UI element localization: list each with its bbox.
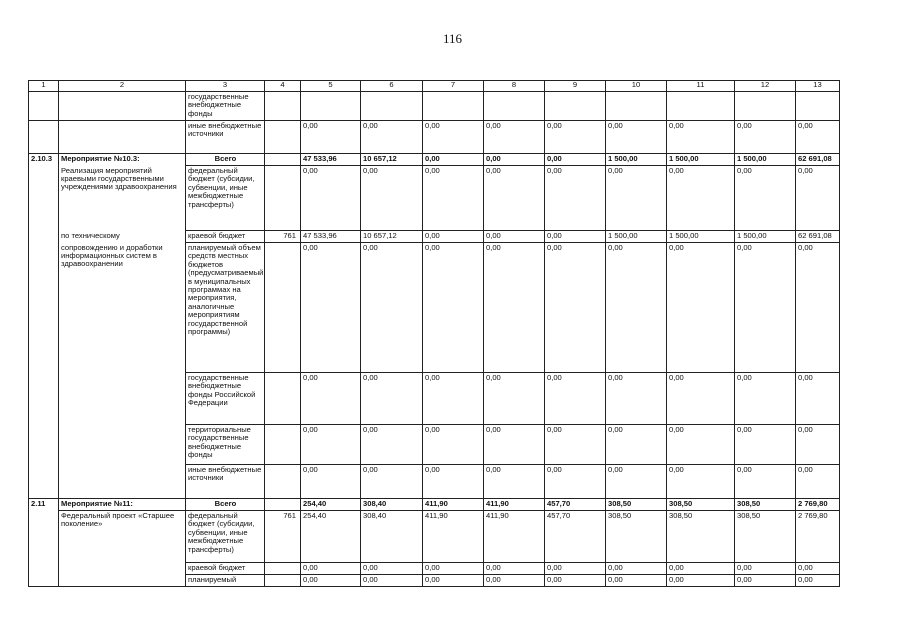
amount-cell: 0,00	[484, 373, 545, 425]
table-row	[29, 92, 840, 121]
measure-name-cell	[59, 575, 186, 587]
funding-source-cell: планируемый объем средств местных бюджетов (предусматриваемый в муниципальных программах на мероприятия, аналогичные мероприятиям государственной программы)	[186, 243, 265, 373]
amount-cell: 0,00	[423, 575, 484, 587]
amount-cell: 0,00	[423, 563, 484, 575]
amount-cell: 0,00	[484, 231, 545, 243]
amount-cell: 1 500,00	[735, 231, 796, 243]
amount-cell: 457,70	[545, 511, 606, 563]
amount-cell: 0,00	[735, 373, 796, 425]
amount-cell	[796, 92, 840, 121]
funding-source-cell: краевой бюджет	[186, 563, 265, 575]
amount-cell: 411,90	[484, 511, 545, 563]
table-row	[29, 154, 840, 166]
amount-cell	[423, 92, 484, 121]
column-header: 7	[423, 81, 484, 92]
admin-code-cell	[265, 154, 301, 166]
amount-cell: 0,00	[301, 425, 361, 465]
amount-cell: 0,00	[735, 121, 796, 154]
budget-table	[28, 80, 840, 587]
amount-cell: 0,00	[606, 563, 667, 575]
funding-source-cell: государственные внебюджетные фонды Российской Федерации	[186, 373, 265, 425]
amount-cell: 0,00	[484, 425, 545, 465]
amount-cell: 0,00	[484, 465, 545, 499]
column-header: 6	[361, 81, 423, 92]
amount-cell: 308,50	[606, 499, 667, 511]
amount-cell: 0,00	[667, 166, 735, 231]
amount-cell: 0,00	[545, 166, 606, 231]
amount-cell: 0,00	[301, 373, 361, 425]
funding-source-cell: федеральный бюджет (субсидии, субвенции, иные межбюджетные трансферты)	[186, 511, 265, 563]
row-code-cell	[29, 563, 59, 575]
table-row	[29, 231, 840, 243]
column-header: 1	[29, 81, 59, 92]
measure-name-cell: Мероприятие №11:	[59, 499, 186, 511]
table-body	[29, 81, 840, 587]
amount-cell: 308,50	[735, 499, 796, 511]
amount-cell: 0,00	[361, 243, 423, 373]
amount-cell: 0,00	[796, 243, 840, 373]
row-code-cell	[29, 373, 59, 425]
amount-cell	[545, 92, 606, 121]
amount-cell: 47 533,96	[301, 231, 361, 243]
amount-cell: 0,00	[545, 373, 606, 425]
table-row	[29, 499, 840, 511]
amount-cell: 0,00	[667, 243, 735, 373]
amount-cell: 0,00	[361, 465, 423, 499]
amount-cell: 2 769,80	[796, 499, 840, 511]
amount-cell: 0,00	[735, 166, 796, 231]
table-row	[29, 425, 840, 465]
column-header: 9	[545, 81, 606, 92]
table-row	[29, 511, 840, 563]
table-row	[29, 373, 840, 425]
amount-cell: 0,00	[796, 465, 840, 499]
amount-cell: 47 533,96	[301, 154, 361, 166]
funding-source-cell: территориальные государственные внебюджетные фонды	[186, 425, 265, 465]
amount-cell	[361, 92, 423, 121]
column-header: 2	[59, 81, 186, 92]
amount-cell: 0,00	[606, 465, 667, 499]
amount-cell: 0,00	[545, 563, 606, 575]
amount-cell: 0,00	[667, 425, 735, 465]
row-code-cell	[29, 575, 59, 587]
amount-cell: 0,00	[484, 563, 545, 575]
amount-cell: 0,00	[301, 121, 361, 154]
measure-name-cell: по техническому	[59, 231, 186, 243]
amount-cell: 0,00	[484, 243, 545, 373]
measure-name-cell	[59, 563, 186, 575]
admin-code-cell	[265, 166, 301, 231]
admin-code-cell	[265, 121, 301, 154]
amount-cell: 0,00	[301, 465, 361, 499]
amount-cell: 411,90	[484, 499, 545, 511]
amount-cell: 10 657,12	[361, 154, 423, 166]
amount-cell: 0,00	[301, 563, 361, 575]
amount-cell: 0,00	[796, 166, 840, 231]
amount-cell: 0,00	[545, 575, 606, 587]
column-header: 4	[265, 81, 301, 92]
amount-cell: 0,00	[484, 121, 545, 154]
amount-cell: 1 500,00	[606, 231, 667, 243]
funding-source-cell: Всего	[186, 154, 265, 166]
amount-cell	[606, 92, 667, 121]
funding-source-cell: планируемый	[186, 575, 265, 587]
amount-cell: 0,00	[423, 425, 484, 465]
admin-code-cell	[265, 373, 301, 425]
amount-cell	[484, 92, 545, 121]
measure-name-cell	[59, 425, 186, 465]
amount-cell: 62 691,08	[796, 154, 840, 166]
amount-cell: 0,00	[735, 465, 796, 499]
amount-cell: 0,00	[606, 425, 667, 465]
amount-cell: 0,00	[361, 121, 423, 154]
row-code-cell	[29, 511, 59, 563]
measure-name-cell: Мероприятие №10.3:	[59, 154, 186, 166]
column-header: 3	[186, 81, 265, 92]
measure-name-cell	[59, 121, 186, 154]
admin-code-cell	[265, 575, 301, 587]
table-row	[29, 243, 840, 373]
amount-cell: 62 691,08	[796, 231, 840, 243]
amount-cell: 0,00	[667, 465, 735, 499]
measure-name-cell: Реализация мероприятий краевыми государственными учреждениями здравоохранения	[59, 166, 186, 231]
admin-code-cell	[265, 465, 301, 499]
row-code-cell	[29, 231, 59, 243]
amount-cell: 0,00	[667, 373, 735, 425]
amount-cell: 0,00	[606, 121, 667, 154]
funding-source-cell: Всего	[186, 499, 265, 511]
amount-cell: 0,00	[361, 563, 423, 575]
row-code-cell: 2.10.3	[29, 154, 59, 166]
amount-cell: 0,00	[796, 425, 840, 465]
amount-cell: 2 769,80	[796, 511, 840, 563]
amount-cell: 1 500,00	[735, 154, 796, 166]
amount-cell: 0,00	[606, 575, 667, 587]
amount-cell: 411,90	[423, 511, 484, 563]
table-row	[29, 575, 840, 587]
measure-name-cell	[59, 465, 186, 499]
row-code-cell	[29, 465, 59, 499]
row-code-cell: 2.11	[29, 499, 59, 511]
amount-cell: 308,40	[361, 499, 423, 511]
amount-cell: 0,00	[667, 575, 735, 587]
amount-cell: 411,90	[423, 499, 484, 511]
amount-cell: 0,00	[606, 373, 667, 425]
amount-cell: 308,50	[667, 511, 735, 563]
amount-cell: 0,00	[423, 166, 484, 231]
amount-cell: 0,00	[545, 121, 606, 154]
measure-name-cell	[59, 373, 186, 425]
row-code-cell	[29, 425, 59, 465]
amount-cell: 254,40	[301, 511, 361, 563]
amount-cell: 0,00	[735, 243, 796, 373]
column-header: 10	[606, 81, 667, 92]
amount-cell: 0,00	[301, 166, 361, 231]
funding-source-cell: краевой бюджет	[186, 231, 265, 243]
table-row	[29, 563, 840, 575]
row-code-cell	[29, 92, 59, 121]
page-number: 116	[442, 31, 463, 46]
admin-code-cell: 761	[265, 231, 301, 243]
amount-cell: 0,00	[735, 575, 796, 587]
admin-code-cell	[265, 243, 301, 373]
amount-cell: 0,00	[735, 425, 796, 465]
amount-cell: 254,40	[301, 499, 361, 511]
amount-cell: 0,00	[667, 563, 735, 575]
amount-cell: 0,00	[361, 575, 423, 587]
amount-cell: 308,50	[606, 511, 667, 563]
amount-cell: 0,00	[667, 121, 735, 154]
admin-code-cell	[265, 499, 301, 511]
measure-name-cell: Федеральный проект «Старшее поколение»	[59, 511, 186, 563]
table-row	[29, 166, 840, 231]
row-code-cell	[29, 243, 59, 373]
funding-source-cell: государственные внебюджетные фонды	[186, 92, 265, 121]
row-code-cell	[29, 166, 59, 231]
admin-code-cell	[265, 563, 301, 575]
table-header-row	[29, 81, 840, 92]
table-row	[29, 121, 840, 154]
column-header: 11	[667, 81, 735, 92]
amount-cell: 457,70	[545, 499, 606, 511]
column-header: 5	[301, 81, 361, 92]
amount-cell: 0,00	[301, 243, 361, 373]
amount-cell: 0,00	[735, 563, 796, 575]
amount-cell: 0,00	[423, 373, 484, 425]
amount-cell: 0,00	[545, 231, 606, 243]
admin-code-cell	[265, 425, 301, 465]
amount-cell: 0,00	[545, 243, 606, 373]
amount-cell: 0,00	[606, 166, 667, 231]
amount-cell: 0,00	[423, 121, 484, 154]
amount-cell: 10 657,12	[361, 231, 423, 243]
measure-name-cell: сопровождению и доработки информационных систем в здравоохранении	[59, 243, 186, 373]
amount-cell: 0,00	[796, 563, 840, 575]
amount-cell: 308,40	[361, 511, 423, 563]
amount-cell: 0,00	[423, 243, 484, 373]
amount-cell: 0,00	[796, 121, 840, 154]
amount-cell: 1 500,00	[667, 154, 735, 166]
amount-cell: 1 500,00	[606, 154, 667, 166]
amount-cell: 0,00	[361, 373, 423, 425]
amount-cell	[667, 92, 735, 121]
funding-source-cell: иные внебюджетные источники	[186, 465, 265, 499]
amount-cell: 0,00	[423, 465, 484, 499]
column-header: 8	[484, 81, 545, 92]
admin-code-cell: 761	[265, 511, 301, 563]
column-header: 13	[796, 81, 840, 92]
amount-cell: 0,00	[545, 465, 606, 499]
amount-cell: 0,00	[484, 166, 545, 231]
amount-cell: 0,00	[606, 243, 667, 373]
amount-cell: 1 500,00	[667, 231, 735, 243]
amount-cell: 0,00	[545, 154, 606, 166]
amount-cell: 0,00	[484, 154, 545, 166]
column-header: 12	[735, 81, 796, 92]
amount-cell: 0,00	[484, 575, 545, 587]
amount-cell: 0,00	[796, 575, 840, 587]
amount-cell: 0,00	[361, 166, 423, 231]
amount-cell: 308,50	[667, 499, 735, 511]
amount-cell: 0,00	[796, 373, 840, 425]
amount-cell	[301, 92, 361, 121]
funding-source-cell: федеральный бюджет (субсидии, субвенции, иные межбюджетные трансферты)	[186, 166, 265, 231]
row-code-cell	[29, 121, 59, 154]
amount-cell: 0,00	[545, 425, 606, 465]
amount-cell: 0,00	[423, 154, 484, 166]
amount-cell: 0,00	[423, 231, 484, 243]
table-row	[29, 465, 840, 499]
amount-cell: 308,50	[735, 511, 796, 563]
amount-cell	[735, 92, 796, 121]
amount-cell: 0,00	[361, 425, 423, 465]
admin-code-cell	[265, 92, 301, 121]
funding-source-cell: иные внебюджетные источники	[186, 121, 265, 154]
amount-cell: 0,00	[301, 575, 361, 587]
measure-name-cell	[59, 92, 186, 121]
